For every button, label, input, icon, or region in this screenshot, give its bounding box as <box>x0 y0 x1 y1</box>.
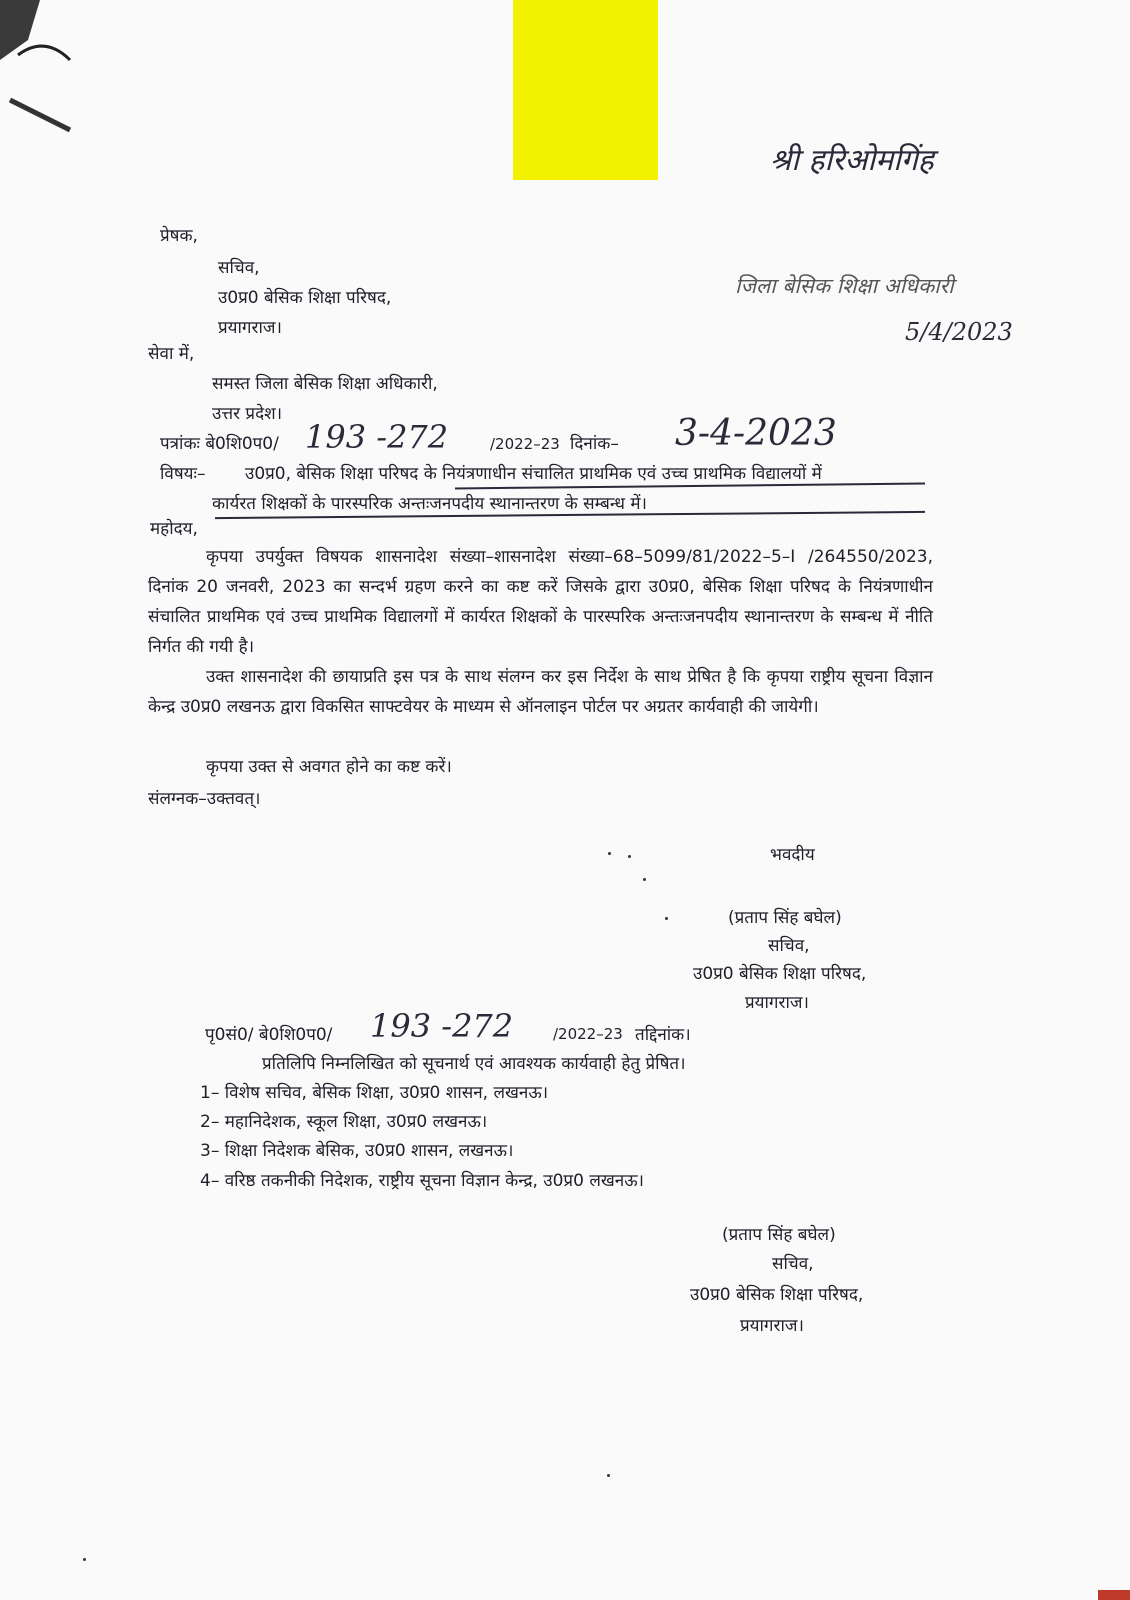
enclosure: संलग्नक–उक्तवत्। <box>148 789 261 809</box>
signatory-1-office: उ0प्र0 बेसिक शिक्षा परिषद, <box>693 964 867 984</box>
scan-speck <box>83 1558 86 1561</box>
signatory-1-name: (प्रताप सिंह बघेल) <box>728 908 842 928</box>
sender-office: उ0प्र0 बेसिक शिक्षा परिषद, <box>218 288 392 308</box>
sender-place: प्रयागराज। <box>218 318 282 338</box>
sender-designation: सचिव, <box>218 258 260 278</box>
signatory-1-designation: सचिव, <box>768 936 810 956</box>
sender-label: प्रेषक, <box>160 226 198 246</box>
signatory-2-office: उ0प्र0 बेसिक शिक्षा परिषद, <box>690 1285 864 1305</box>
copy-ref-date-label: तद्दिनांक। <box>635 1025 691 1045</box>
subject-line-1: उ0प्र0, बेसिक शिक्षा परिषद के नियंत्रणाधीन संचालित प्राथमिक एवं उच्च प्राथमिक विद्यालयों में <box>245 464 822 484</box>
sticky-note <box>513 0 658 180</box>
scan-speck <box>643 878 646 881</box>
red-corner-mark <box>1098 1590 1130 1600</box>
body-paragraph-2-text: उक्त शासनादेश की छायाप्रति इस पत्र के साथ संलग्न कर इस निर्देश के साथ प्रेषित है कि कृपया राष्ट्रीय सूचना विज्ञान केन्द्र उ0प्र0 लखनऊ द्वारा विकसित साफ्टवेयर के माध्यम से ऑनलाइन पोर्टल पर अग्रतर कार्यवाही की जायेगी। <box>148 667 933 717</box>
scan-speck <box>607 1474 610 1477</box>
scan-speck <box>665 917 668 920</box>
letter-ref-number: 193 -272 <box>305 418 449 456</box>
body-paragraph-1-text: कृपया उपर्युक्त विषयक शासनादेश संख्या–शासनादेश संख्या–68–5099/81/2022–5–I /264550/2023, दिनांक 20 जनवरी, 2023 का सन्दर्भ ग्रहण करने का कष्ट करें जिसके द्वारा उ0प्र0, बेसिक शिक्षा परिषद के नियंत्रणाधीन संचालित प्राथमिक एवं उच्च प्राथमिक विद्यालगों में कार्यरत शिक्षकों के पारस्परिक अन्तःजनपदीय स्थानान्तरण के सम्बन्ध में नीति निर्गत की गयी है। <box>148 547 933 657</box>
recipient-name: समस्त जिला बेसिक शिक्षा अधिकारी, <box>212 374 438 394</box>
body-paragraph-2 <box>148 662 933 722</box>
handwritten-name: श्री हरिओमगिंह <box>770 143 934 178</box>
signatory-2-name: (प्रताप सिंह बघेल) <box>722 1225 836 1245</box>
signatory-2-designation: सचिव, <box>772 1254 814 1274</box>
letter-ref-date-label: दिनांक– <box>570 434 619 454</box>
copy-list-item-4: 4– वरिष्ठ तकनीकी निदेशक, राष्ट्रीय सूचना विज्ञान केन्द्र, उ0प्र0 लखनऊ। <box>200 1171 644 1191</box>
copy-ref-year: /2022–23 <box>553 1025 623 1043</box>
received-note-date: 5/4/2023 <box>905 318 1013 346</box>
copy-ref-prefix: पृ0सं0/ बे0शि0प0/ <box>205 1025 333 1045</box>
copy-intro: प्रतिलिपि निम्नलिखित को सूचनार्थ एवं आवश्यक कार्यवाही हेतु प्रेषित। <box>262 1054 686 1074</box>
copy-list-item-3: 3– शिक्षा निदेशक बेसिक, उ0प्र0 शासन, लखनऊ। <box>200 1141 514 1161</box>
salutation: महोदय, <box>150 519 198 539</box>
signatory-1-place: प्रयागराज। <box>745 993 809 1013</box>
closing: भवदीय <box>770 845 815 865</box>
binder-clip-shadow <box>0 0 80 140</box>
copy-list-item-1: 1– विशेष सचिव, बेसिक शिक्षा, उ0प्र0 शासन, लखनऊ। <box>200 1083 549 1103</box>
letter-ref-year: /2022–23 <box>490 435 560 453</box>
received-note-office: जिला बेसिक शिक्षा अधिकारी <box>735 274 954 298</box>
letter-ref-date: 3-4-2023 <box>675 413 837 454</box>
scan-speck <box>608 852 611 855</box>
body-paragraph-1 <box>148 542 933 662</box>
signatory-2-place: प्रयागराज। <box>740 1316 804 1336</box>
recipient-label: सेवा में, <box>148 344 195 364</box>
scan-speck <box>628 855 631 858</box>
body-paragraph-3 <box>148 752 933 782</box>
subject-line-2: कार्यरत शिक्षकों के पारस्परिक अन्तःजनपदीय स्थानान्तरण के सम्बन्ध में। <box>212 494 647 514</box>
subject-label: विषयः– <box>160 464 206 484</box>
letter-ref-prefix: पत्रांकः बे0शि0प0/ <box>160 434 279 454</box>
recipient-state: उत्तर प्रदेश। <box>212 404 283 424</box>
copy-list-item-2: 2– महानिदेशक, स्कूल शिक्षा, उ0प्र0 लखनऊ। <box>200 1112 488 1132</box>
body-paragraph-3-text: कृपया उक्त से अवगत होने का कष्ट करें। <box>206 757 452 777</box>
copy-ref-number: 193 -272 <box>370 1007 514 1045</box>
